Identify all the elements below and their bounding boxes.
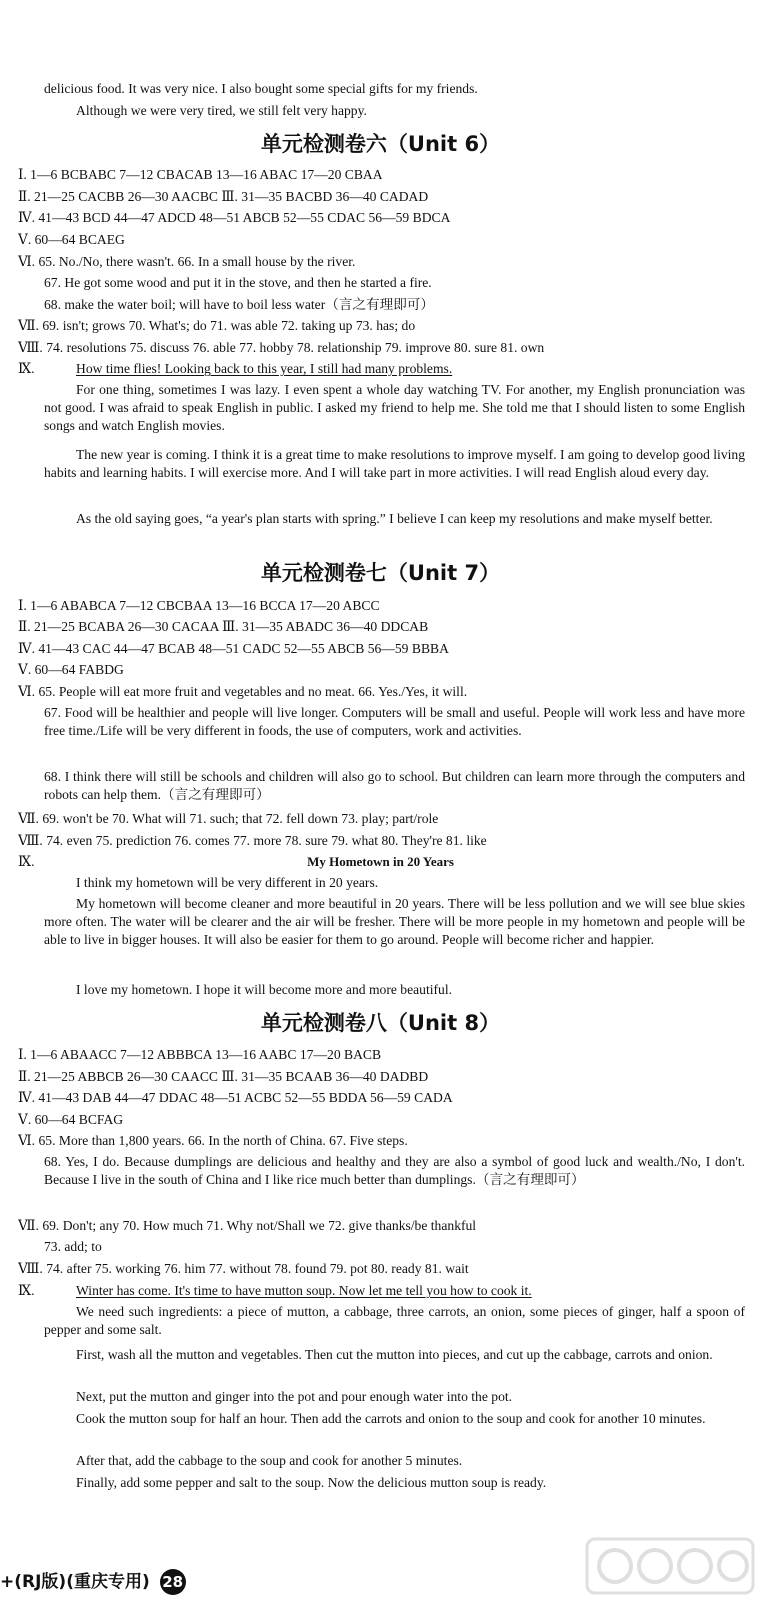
unit8-title: 单元检测卷八（Unit 8） [260, 1011, 501, 1035]
unit7-essay-p3: I love my hometown. I hope it will become more and more beautiful. [76, 982, 452, 997]
unit6-section-6: Ⅵ. 65. No./No, there wasn't. 66. In a small house by the river. [18, 254, 356, 269]
unit7-section-7: Ⅶ. 69. won't be 70. What will 71. such; that 72. fell down 73. play; part/role [18, 811, 439, 826]
watermark-logo-icon [585, 1535, 755, 1597]
unit6-section-1: Ⅰ. 1—6 BCBABC 7—12 CBACAB 13—16 ABAC 17—20 CBAA [18, 167, 383, 182]
unit7-section-8: Ⅷ. 74. even 75. prediction 76. comes 77. more 78. sure 79. what 80. They're 81. like [18, 833, 487, 848]
unit8-q68: 68. Yes, I do. Because dumplings are delicious and healthy and they are also a symbol of good luck and wealth./No, I don't. Because I live in the south of China and I like rice much better than dumplings.（言之有理即可） [44, 1154, 745, 1187]
unit7-q67: 67. Food will be healthier and people will live longer. Computers will be small and useful. People will work less and have more free time./Life will be very different in foods, the use of computers, work and activities. [44, 705, 745, 738]
unit6-q68: 68. make the water boil; will have to boil less water（言之有理即可） [44, 297, 434, 312]
unit6-essay-p2: The new year is coming. I think it is a great time to make resolutions to improve myself. I am going to develop good living habits and learning habits. I will exercise more. And I will take part in more activities. I will read English aloud every day. [44, 447, 745, 480]
unit7-essay-title: My Hometown in 20 Years [307, 854, 454, 869]
unit6-section-5: Ⅴ. 60—64 BCAEG [18, 232, 125, 247]
unit6-essay-opening: How time flies! Looking back to this year, I still had many problems. [76, 361, 453, 376]
unit6-essay-p1: For one thing, sometimes I was lazy. I even spent a whole day watching TV. For another, my English pronunciation was not good. I was afraid to speak English in public. I asked my friend to help me. She told me that I should listen to some English songs and watch English movies. [44, 382, 745, 433]
unit8-section-9-label: Ⅸ. [18, 1283, 35, 1298]
unit7-essay-p1: I think my hometown will be very different in 20 years. [76, 875, 379, 890]
unit6-section-7: Ⅶ. 69. isn't; grows 70. What's; do 71. was able 72. taking up 73. has; do [18, 318, 416, 333]
unit8-essay-p4: Cook the mutton soup for half an hour. Then add the carrots and onion to the soup and cook for another 10 minutes. [76, 1411, 706, 1426]
unit6-essay-p3: As the old saying goes, “a year's plan starts with spring.” I believe I can keep my resolutions and make myself better. [76, 511, 713, 526]
unit8-section-2: Ⅱ. 21—25 ABBCB 26—30 CAACC Ⅲ. 31—35 BCAAB 36—40 DADBD [18, 1069, 429, 1084]
unit6-section-2: Ⅱ. 21—25 CACBB 26—30 AACBC Ⅲ. 31—35 BACBD 36—40 CADAD [18, 189, 429, 204]
unit7-section-2: Ⅱ. 21—25 BCABA 26—30 CACAA Ⅲ. 31—35 ABADC 36—40 DDCAB [18, 619, 429, 634]
unit8-essay-p6: Finally, add some pepper and salt to the soup. Now the delicious mutton soup is ready. [76, 1475, 547, 1490]
unit6-title: 单元检测卷六（Unit 6） [260, 132, 501, 156]
footer [0, 1567, 186, 1595]
intro-line-2: Although we were very tired, we still felt very happy. [76, 103, 367, 118]
unit8-section-8: Ⅷ. 74. after 75. working 76. him 77. without 78. found 79. pot 80. ready 81. wait [18, 1261, 469, 1276]
footer-edition-label: +(RJ版)(重庆专用) [0, 1572, 150, 1592]
unit7-section-6: Ⅵ. 65. People will eat more fruit and vegetables and no meat. 66. Yes./Yes, it will. [18, 684, 468, 699]
unit6-q67: 67. He got some wood and put it in the stove, and then he started a fire. [44, 275, 432, 290]
unit7-title: 单元检测卷七（Unit 7） [260, 561, 501, 585]
unit7-q68: 68. I think there will still be schools and children will also go to school. But children can learn more through the computers and robots can help them.（言之有理即可） [44, 769, 745, 802]
unit8-q73: 73. add; to [44, 1239, 102, 1254]
unit8-essay-p1: We need such ingredients: a piece of mutton, a cabbage, three carrots, an onion, some pieces of ginger, half a spoon of pepper and some salt. [44, 1304, 745, 1337]
unit8-essay-p5: After that, add the cabbage to the soup and cook for another 5 minutes. [76, 1453, 463, 1468]
unit8-section-6: Ⅵ. 65. More than 1,800 years. 66. In the north of China. 67. Five steps. [18, 1133, 408, 1148]
unit7-essay-p2: My hometown will become cleaner and more beautiful in 20 years. There will be less pollution and we will see blue skies more often. The water will be clearer and the air will be fresher. There will be more people in my hometown and people will be able to live in bigger houses. It will also be easier for them to go around. People will become richer and happier. [44, 896, 745, 947]
unit7-section-9-label: Ⅸ. [18, 854, 35, 869]
unit7-section-5: Ⅴ. 60—64 FABDG [18, 662, 124, 677]
page-number-badge: 28 [160, 1569, 186, 1595]
unit6-section-8: Ⅷ. 74. resolutions 75. discuss 76. able 77. hobby 78. relationship 79. improve 80. sure 81. own [18, 340, 545, 355]
unit8-essay-p3: Next, put the mutton and ginger into the pot and pour enough water into the pot. [76, 1389, 513, 1404]
unit8-section-4: Ⅳ. 41—43 DAB 44—47 DDAC 48—51 ACBC 52—55 BDDA 56—59 CADA [18, 1090, 453, 1105]
unit8-essay-p2: First, wash all the mutton and vegetables. Then cut the mutton into pieces, and cut up the cabbage, carrots and onion. [76, 1347, 713, 1362]
intro-line-1: delicious food. It was very nice. I also bought some special gifts for my friends. [44, 81, 478, 96]
unit7-section-4: Ⅳ. 41—43 CAC 44—47 BCAB 48—51 CADC 52—55 ABCB 56—59 BBBA [18, 641, 449, 656]
unit8-section-5: Ⅴ. 60—64 BCFAG [18, 1112, 124, 1127]
unit6-section-9-label: Ⅸ. [18, 361, 35, 376]
unit8-section-1: Ⅰ. 1—6 ABAACC 7—12 ABBBCA 13—16 AABC 17—20 BACB [18, 1047, 382, 1062]
unit7-section-1: Ⅰ. 1—6 ABABCA 7—12 CBCBAA 13—16 BCCA 17—20 ABCC [18, 598, 380, 613]
unit6-section-4: Ⅳ. 41—43 BCD 44—47 ADCD 48—51 ABCB 52—55 CDAC 56—59 BDCA [18, 210, 451, 225]
unit8-section-7: Ⅶ. 69. Don't; any 70. How much 71. Why not/Shall we 72. give thanks/be thankful [18, 1218, 477, 1233]
unit8-essay-opening: Winter has come. It's time to have mutton soup. Now let me tell you how to cook it. [76, 1283, 532, 1298]
